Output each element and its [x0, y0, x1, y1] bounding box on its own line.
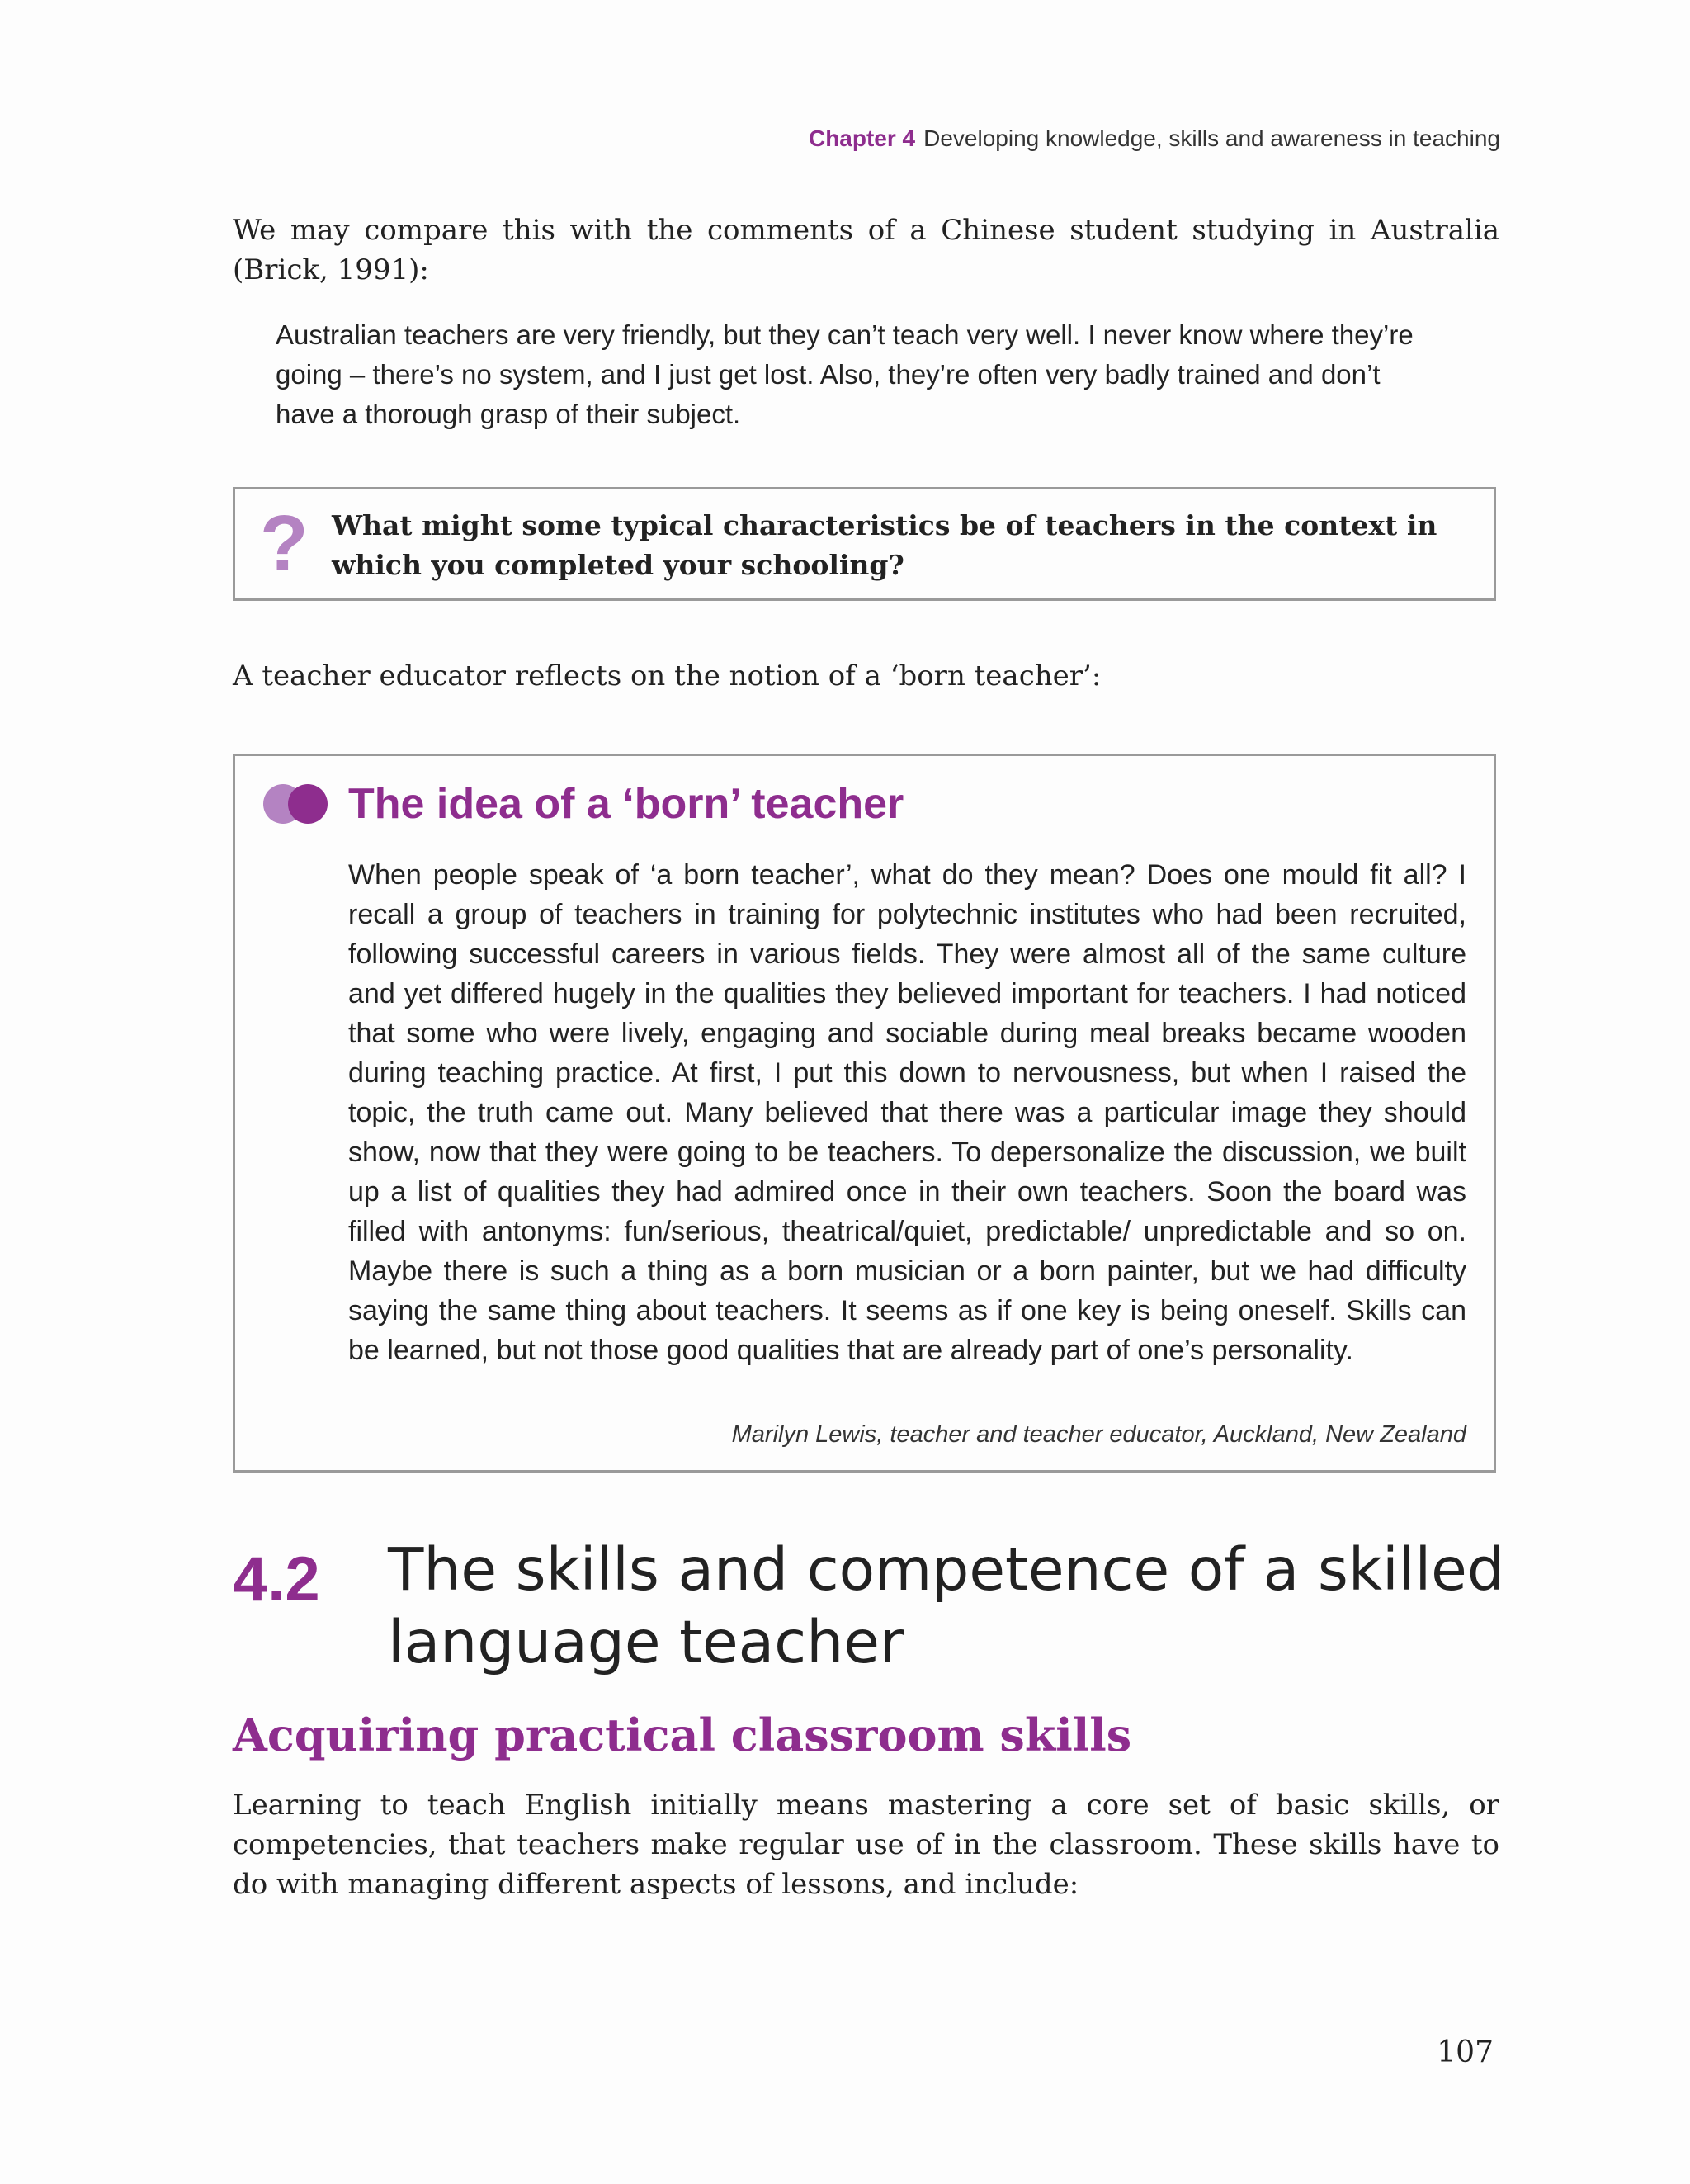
closing-paragraph: Learning to teach English initially means mastering a core set of basic skills, or competencies, that teachers make regular use of in the classroom. These skills have to do with managing different aspects of lessons, and include:	[233, 1789, 1499, 1901]
two-circles-icon	[262, 782, 329, 825]
intro-paragraph: We may compare this with the comments of a Chinese student studying in Australia (Brick, 1991):	[233, 214, 1499, 286]
feature-box	[233, 754, 1496, 1473]
feature-attribution: Marilyn Lewis, teacher and teacher educator, Auckland, New Zealand	[731, 1421, 1466, 1448]
section-title: The skills and competence of a skilled language teacher	[388, 1535, 1504, 1676]
chapter-label: Chapter 4	[808, 125, 916, 151]
chapter-title: Developing knowledge, skills and awareness in teaching	[923, 125, 1500, 151]
subheading: Acquiring practical classroom skills	[233, 1709, 1132, 1761]
lead-in-paragraph: A teacher educator reflects on the notion of a ‘born teacher’:	[233, 659, 1102, 693]
page-number: 107	[1437, 2035, 1494, 2069]
question-box	[233, 487, 1496, 601]
feature-title: The idea of a ‘born’ teacher	[348, 780, 904, 828]
question-text: What might some typical characteristics be of teachers in the context in which you completed your schooling?	[332, 509, 1437, 581]
section-number: 4.2	[233, 1544, 320, 1614]
feature-body: When people speak of ‘a born teacher’, what do they mean? Does one mould fit all? I recall a group of teachers in training for polytechnic institutes who had been recruited, following successful careers in various fields. They were almost all of the same culture and yet differed hugely in the qualities they believed important for teachers. I had noticed that some who were lively, engaging and sociable during meal breaks became wooden during teaching practice. At first, I put this down to nervousness, but when I raised the topic, the truth came out. Many believed that there was a particular image they should show, now that they were going to be teachers. To depersonalize the discussion, we built up a list of qualities they had admired once in their own teachers. Soon the board was filled with antonyms: fun/serious, theatrical/quiet, predictable/ unpredictable and so on. Maybe there is such a thing as a born musician or a born painter, but we had difficulty saying the same thing about teachers. It seems as if one key is being oneself. Skills can be learned, but not those good qualities that are already part of one’s personality.	[348, 859, 1466, 1366]
question-mark-icon: ?	[260, 499, 309, 588]
student-quote: Australian teachers are very friendly, but they can’t teach very well. I never know where they’re going – there’s no system, and I just get lost. Also, they’re often very badly trained and don’t have a thorough grasp of their subject.	[276, 319, 1414, 429]
running-head	[809, 125, 1500, 152]
